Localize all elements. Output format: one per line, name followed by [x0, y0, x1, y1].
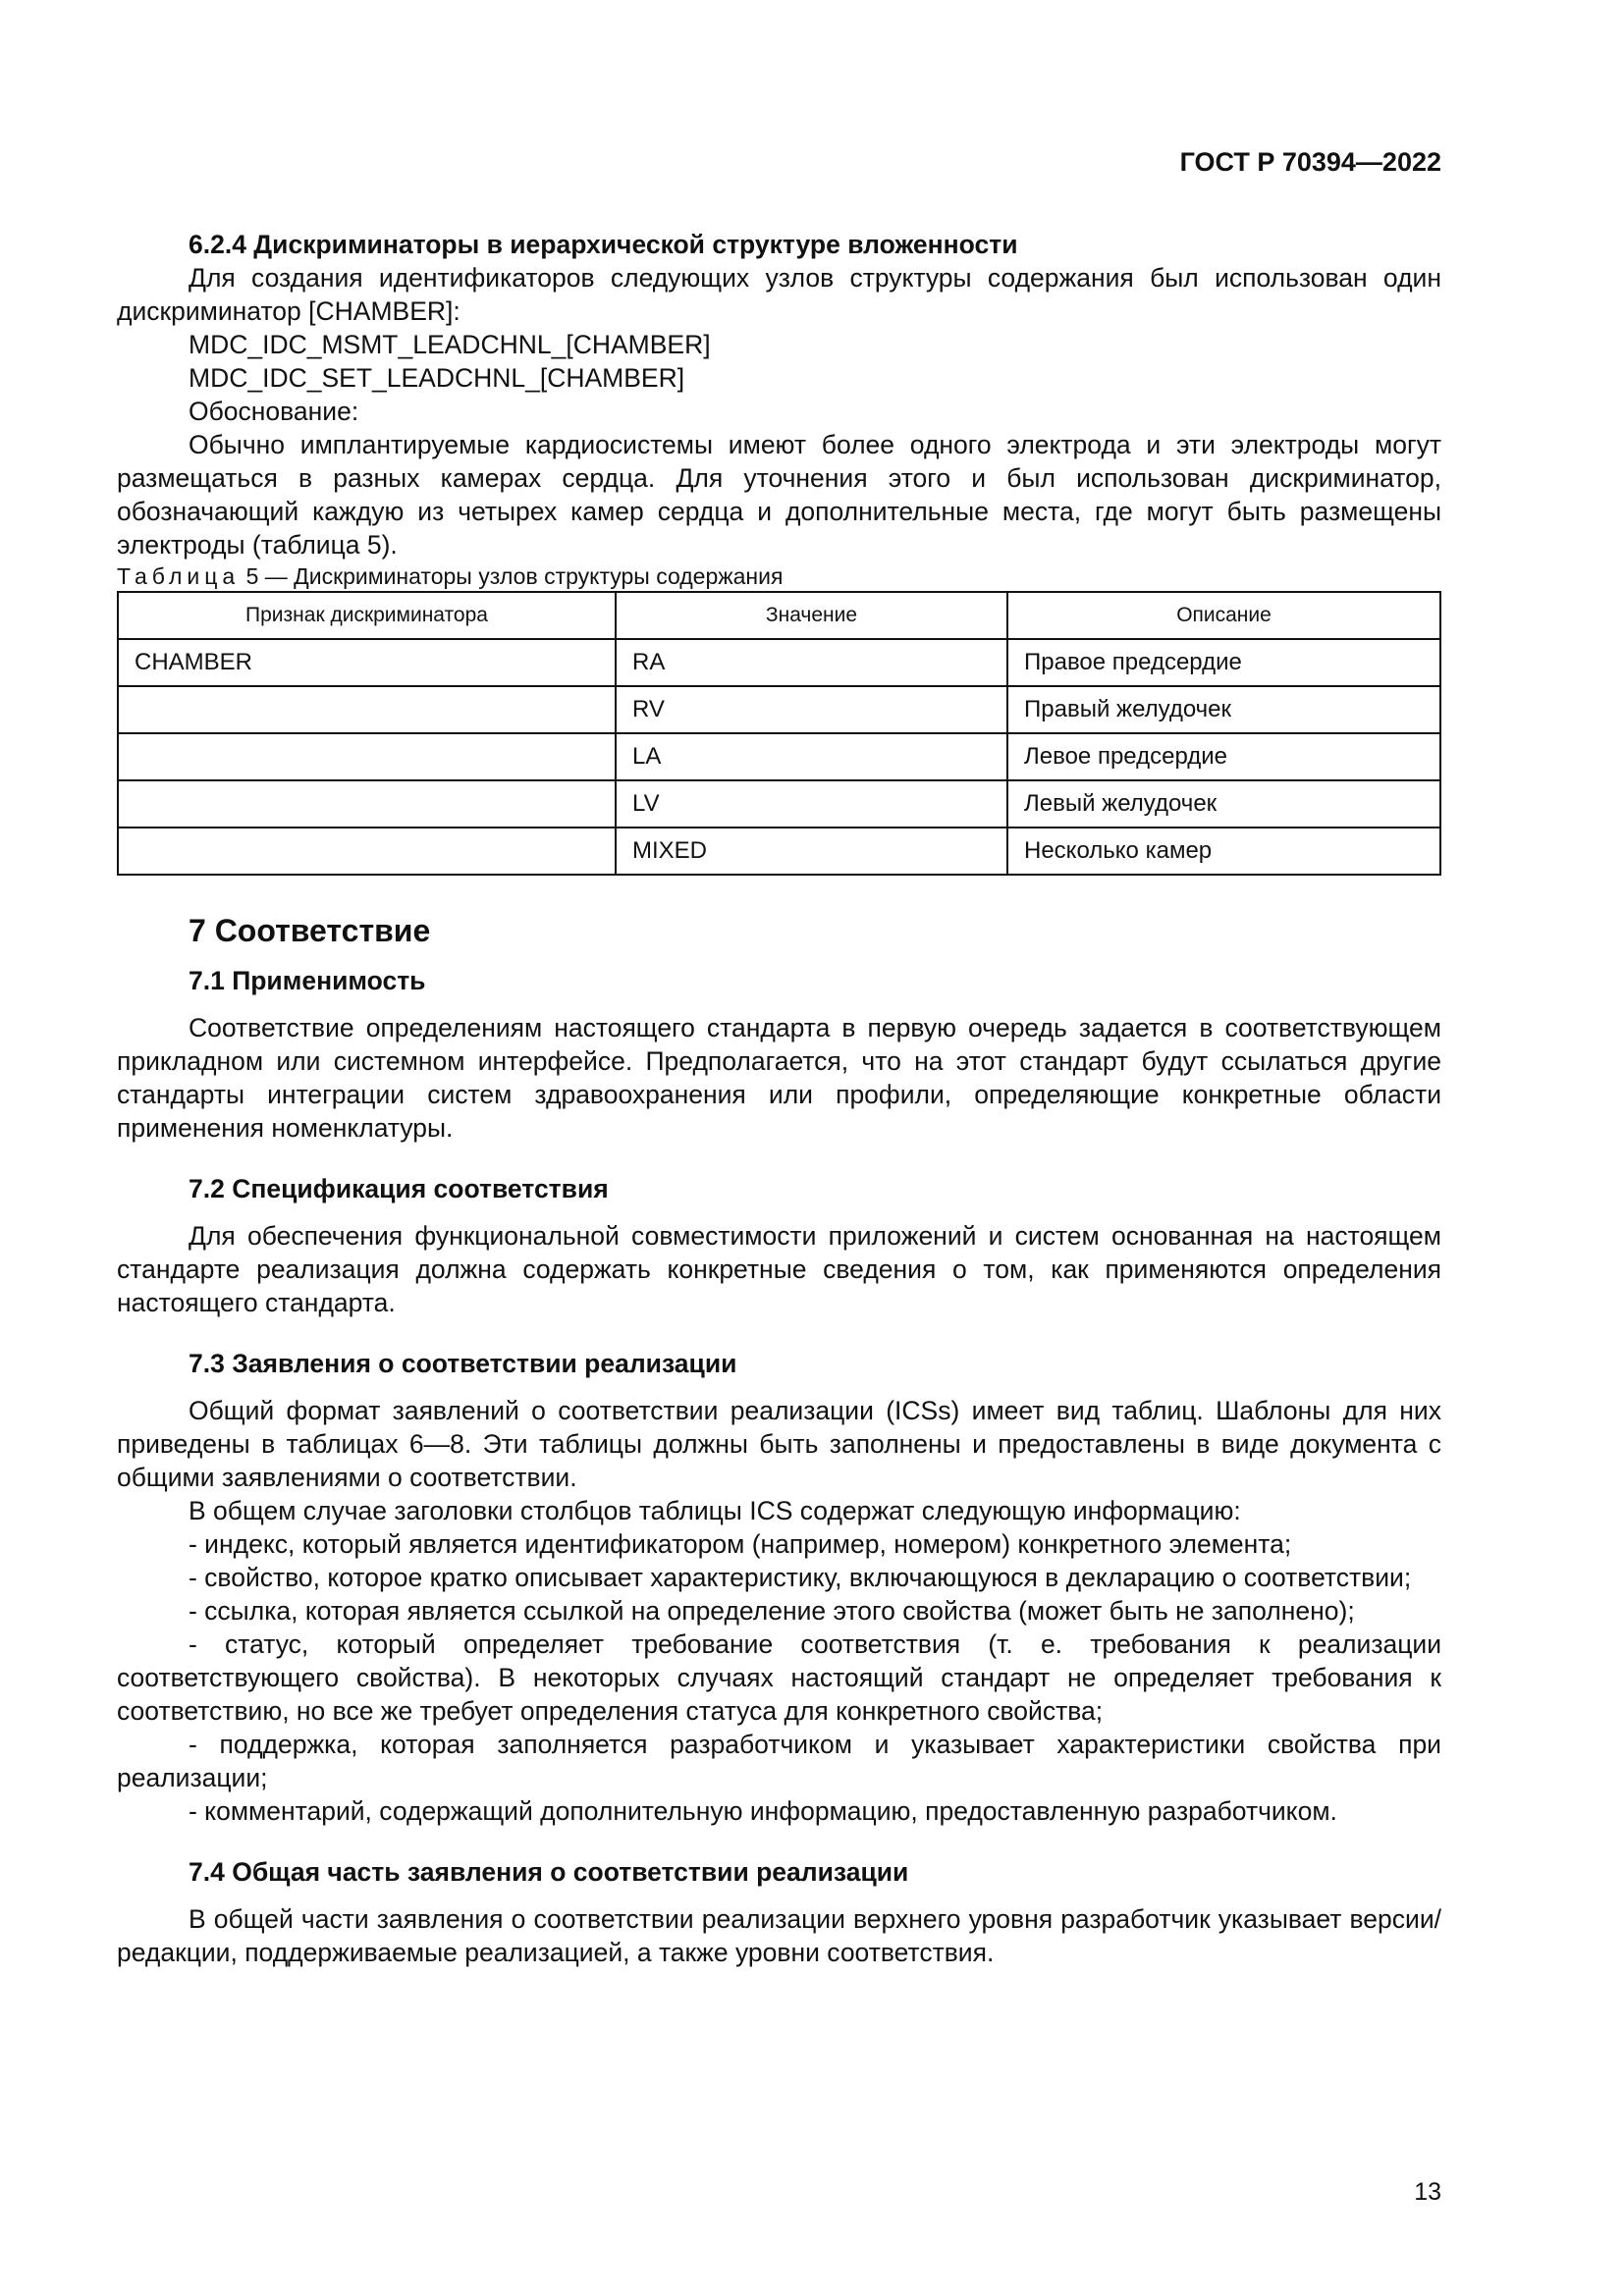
section-6-2-4-intro: Для создания идентификаторов следующих узлов структуры содержания был использован один дискриминатор [CHAMBER]: [117, 263, 1441, 326]
table-cell: Правый желудочек [1007, 686, 1440, 733]
table-cell [118, 828, 616, 875]
code-identifier-2: MDC_IDC_SET_LEADCHNL_[CHAMBER] [189, 363, 685, 393]
list-item: - свойство, которое кратко описывает характеристику, включающуюся в декларацию о соответствии; [189, 1563, 1412, 1592]
section-7-4-text: В общей части заявления о соответствии реализации верхнего уровня разработчик указывает версии/редакции, поддерживаемые реализацией, а также уровни соответствия. [117, 1904, 1441, 1967]
table-cell: RA [616, 639, 1007, 686]
table-cell [118, 780, 616, 828]
table-row [118, 639, 1440, 686]
table-row [118, 733, 1440, 780]
table-header-cell: Признак дискриминатора [118, 592, 616, 639]
section-6-2-4-title: 6.2.4 Дискриминаторы в иерархической структуре вложенности [189, 230, 1018, 259]
table-header-cell: Значение [616, 592, 1007, 639]
list-item: - комментарий, содержащий дополнительную информацию, предоставленную разработчиком. [189, 1796, 1337, 1826]
section-7-3-paragraph: Общий формат заявлений о соответствии реализации (ICSs) имеет вид таблиц. Шаблоны для них приведены в таблицах 6—8. Эти таблицы должны быть заполнены и предоставлены в виде документа с общими заявлениями о соответствии. [117, 1396, 1441, 1492]
table-caption [117, 561, 1441, 591]
table-cell: RV [616, 686, 1007, 733]
table-cell: CHAMBER [118, 639, 616, 686]
code-identifier-1: MDC_IDC_MSMT_LEADCHNL_[CHAMBER] [189, 330, 711, 359]
section-7-2-text: Для обеспечения функциональной совместимости приложений и систем основанная на настоящем стандарте реализация должна содержать конкретные сведения о том, как применяются определения настоящего стандарта. [117, 1221, 1441, 1317]
table-caption-word: Таблица [117, 563, 241, 589]
discriminator-table [117, 591, 1441, 876]
list-item: - статус, который определяет требование соответствия (т. е. требования к реализации соответствующего свойства). В некоторых случаях настоящий стандарт не определяет требования к соответствию, но все же требует определения статуса для конкретного свойства; [117, 1629, 1441, 1726]
table-cell: LV [616, 780, 1007, 828]
table-cell [118, 686, 616, 733]
table-row [118, 780, 1440, 828]
section-7-2-title: 7.2 Спецификация соответствия [189, 1174, 609, 1203]
table-row [118, 828, 1440, 875]
table-row [118, 686, 1440, 733]
list-item: - поддержка, которая заполняется разработчиком и указывает характеристики свойства при реализации; [117, 1730, 1441, 1792]
table-cell [118, 733, 616, 780]
section-7-1-text: Соответствие определениям настоящего стандарта в первую очередь задается в соответствующем прикладном или системном интерфейсе. Предполагается, что на этот стандарт будут ссылаться другие стандарты интеграции систем здравоохранения или профили, определяющие конкретные области применения номенклатуры. [117, 1013, 1441, 1143]
list-item: - индекс, который является идентификатором (например, номером) конкретного элемента; [189, 1529, 1292, 1559]
section-7-4-title: 7.4 Общая часть заявления о соответствии реализации [189, 1857, 909, 1887]
table-cell: MIXED [616, 828, 1007, 875]
basis-text: Обычно имплантируемые кардиосистемы имеют более одного электрода и эти электроды могут размещаться в разных камерах сердца. Для уточнения этого и был использован дискриминатор, обозначающий каждую из четырех камер сердца и дополнительные места, где могут быть размещены электроды (таблица 5). [117, 430, 1441, 560]
table-caption-text: 5 — Дискриминаторы узлов структуры содержания [245, 563, 784, 589]
table-header-row [118, 592, 1440, 639]
table-cell: Правое предсердие [1007, 639, 1440, 686]
list-item: - ссылка, которая является ссылкой на определение этого свойства (может быть не заполнено); [189, 1596, 1355, 1626]
document-header: ГОСТ Р 70394—2022 [1179, 147, 1441, 177]
section-7-3-title: 7.3 Заявления о соответствии реализации [189, 1349, 737, 1378]
table-cell: LA [616, 733, 1007, 780]
page-content [117, 228, 1441, 1969]
basis-label: Обоснование: [189, 397, 359, 426]
section-7-title: 7 Соответствие [189, 913, 431, 948]
section-7-3-paragraph: В общем случае заголовки столбцов таблицы ICS содержат следующую информацию: [189, 1496, 1241, 1525]
section-7-1-title: 7.1 Применимость [189, 966, 426, 995]
table-cell: Левый желудочек [1007, 780, 1440, 828]
table-header-cell: Описание [1007, 592, 1440, 639]
table-cell: Несколько камер [1007, 828, 1440, 875]
page-number: 13 [1414, 2178, 1441, 2206]
table-cell: Левое предсердие [1007, 733, 1440, 780]
